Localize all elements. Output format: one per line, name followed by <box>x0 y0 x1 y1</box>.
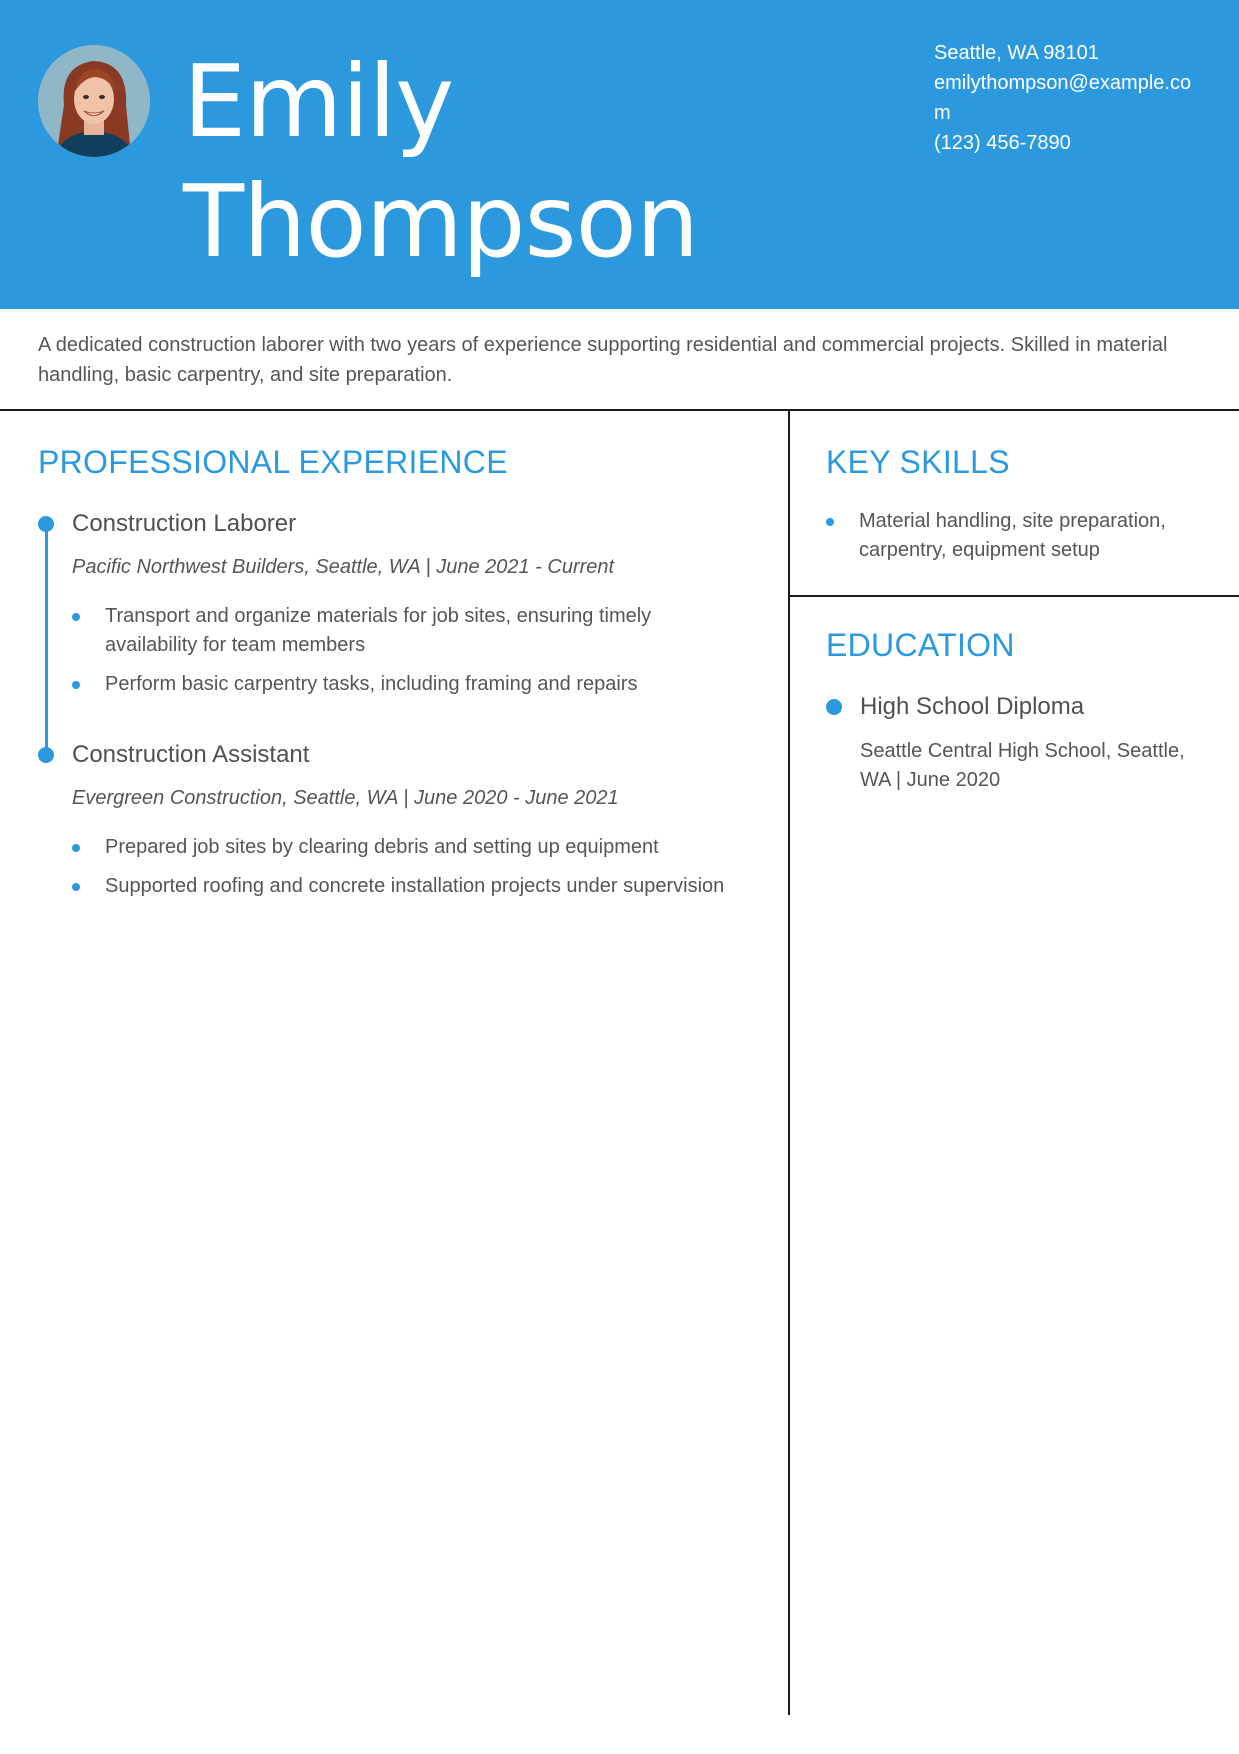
contact-block <box>934 38 1204 158</box>
job-title: Construction Laborer <box>72 510 297 537</box>
bullet-text: Transport and organize materials for job sites, ensuring timely availability for team members <box>105 605 652 656</box>
divider-horizontal <box>0 409 1239 411</box>
bullet-dot-icon <box>72 613 80 621</box>
list-item <box>72 670 712 699</box>
list-item <box>72 833 772 862</box>
education-degree: High School Diploma <box>860 693 1085 720</box>
contact-location: Seattle, WA 98101 <box>934 42 1099 64</box>
skills-heading: KEY SKILLS <box>826 444 1010 480</box>
bullet-text: Supported roofing and concrete installation projects under supervision <box>105 875 725 897</box>
education-dot <box>826 699 842 715</box>
list-item <box>72 602 712 660</box>
skill-text: Material handling, site preparation, carpentry, equipment setup <box>859 510 1166 561</box>
contact-email[interactable]: emilythompson@example.com <box>934 72 1192 124</box>
avatar <box>38 45 150 157</box>
education-heading: EDUCATION <box>826 627 1015 663</box>
list-item <box>826 507 1206 565</box>
job-bullets <box>72 602 712 709</box>
avatar-portrait-icon <box>38 45 150 157</box>
bullet-dot-icon <box>826 518 834 526</box>
summary-text: A dedicated construction laborer with two years of experience supporting residential and commercial projects. Skilled in material handling, basic carpentry, and site preparation. <box>38 334 1168 386</box>
bullet-text: Prepared job sites by clearing debris and setting up equipment <box>105 836 659 858</box>
timeline-line <box>45 524 48 755</box>
job-bullets <box>72 833 772 911</box>
first-name: Emily <box>183 43 454 160</box>
skills-list <box>826 507 1206 575</box>
header-banner <box>0 0 1239 309</box>
divider-right-column <box>790 595 1239 597</box>
list-item <box>72 872 772 901</box>
job-title: Construction Assistant <box>72 741 310 768</box>
bullet-dot-icon <box>72 681 80 689</box>
experience-heading: PROFESSIONAL EXPERIENCE <box>38 444 508 480</box>
job-meta: Evergreen Construction, Seattle, WA | June 2020 - June 2021 <box>72 787 619 809</box>
contact-phone[interactable]: (123) 456-7890 <box>934 132 1071 154</box>
bullet-text: Perform basic carpentry tasks, including framing and repairs <box>105 673 638 695</box>
divider-vertical <box>788 411 790 1715</box>
timeline-dot <box>38 516 54 532</box>
bullet-dot-icon <box>72 883 80 891</box>
job-meta: Pacific Northwest Builders, Seattle, WA | June 2021 - Current <box>72 556 615 578</box>
last-name: Thompson <box>183 163 699 280</box>
bullet-dot-icon <box>72 844 80 852</box>
timeline-dot <box>38 747 54 763</box>
education-detail: Seattle Central High School, Seattle, WA | June 2020 <box>860 740 1185 791</box>
candidate-name <box>183 42 698 282</box>
